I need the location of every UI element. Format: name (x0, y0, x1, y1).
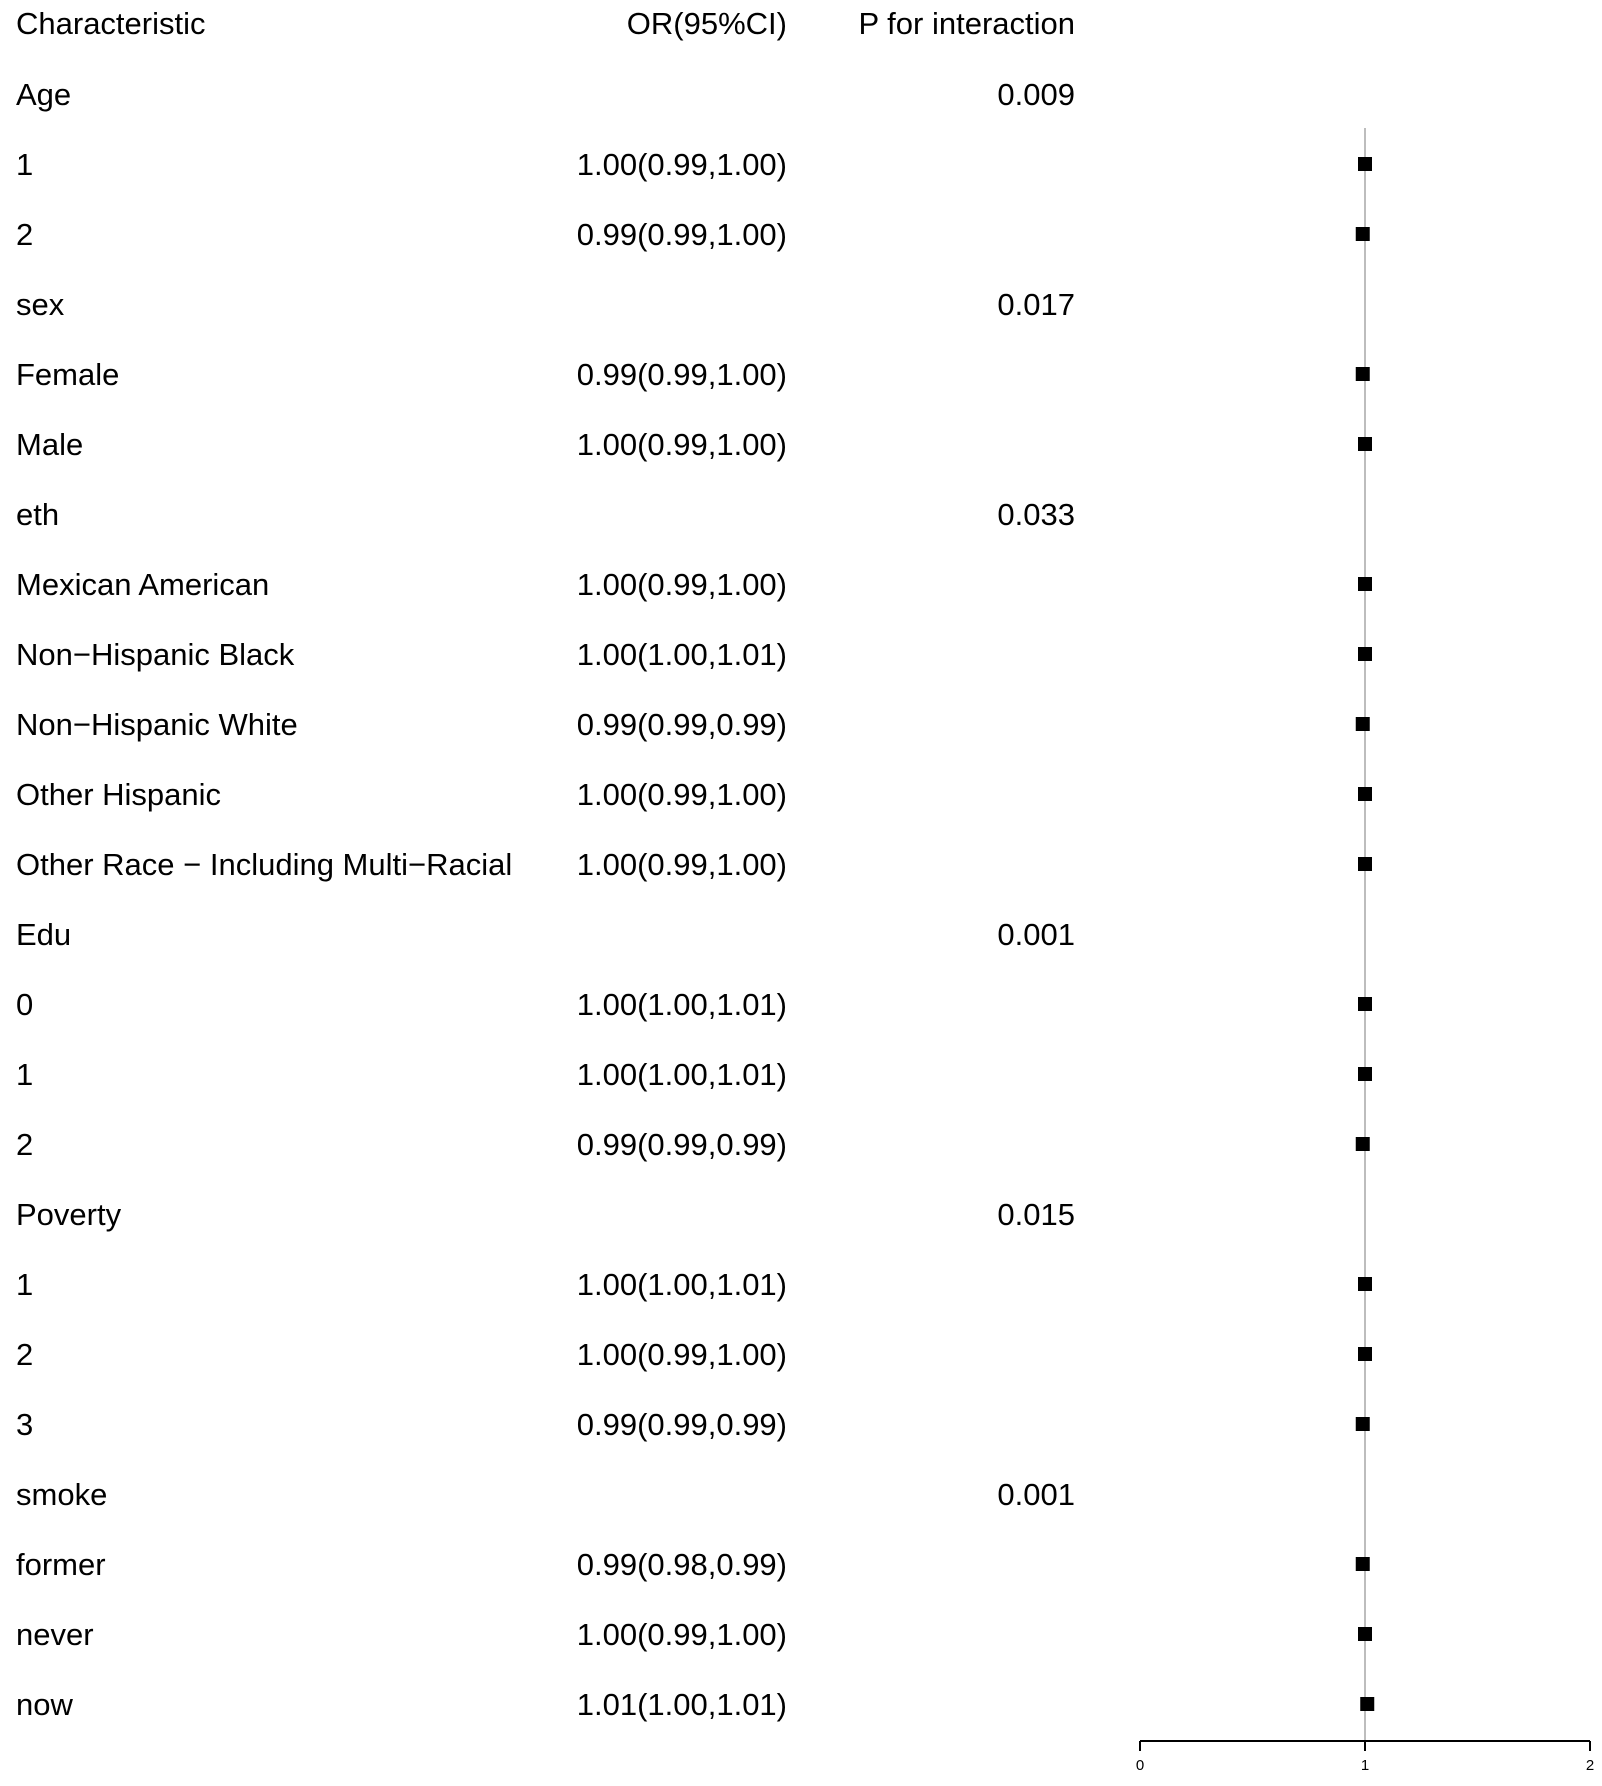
subgroup-label: Other Hispanic (16, 777, 222, 812)
header-p-interaction: P for interaction (858, 6, 1075, 41)
x-axis-tick-label: 1 (1360, 1757, 1370, 1774)
subgroup-label: Mexican American (16, 567, 270, 602)
subgroup-label: now (16, 1687, 73, 1722)
or-ci-value: 0.99(0.99,0.99) (576, 1127, 787, 1162)
group-label: Age (16, 77, 72, 112)
subgroup-label: 1 (16, 147, 34, 182)
group-label: Edu (16, 917, 72, 952)
or-ci-value: 0.99(0.99,1.00) (576, 217, 787, 252)
point-estimate-marker (1358, 997, 1372, 1011)
subgroup-label: Male (16, 427, 84, 462)
or-ci-value: 1.00(0.99,1.00) (576, 427, 787, 462)
or-ci-value: 0.99(0.99,1.00) (576, 357, 787, 392)
group-label: eth (16, 497, 60, 532)
or-ci-value: 1.00(1.00,1.01) (576, 987, 787, 1022)
p-interaction-value: 0.001 (997, 917, 1075, 952)
subgroup-label: 2 (16, 1337, 34, 1372)
or-ci-value: 1.00(1.00,1.01) (576, 1267, 787, 1302)
subgroup-label: 1 (16, 1057, 34, 1092)
or-ci-value: 0.99(0.99,0.99) (576, 1407, 787, 1442)
point-estimate-marker (1358, 647, 1372, 661)
or-ci-value: 1.01(1.00,1.01) (576, 1687, 787, 1722)
point-estimate-marker (1358, 157, 1372, 171)
p-interaction-value: 0.033 (997, 497, 1075, 532)
or-ci-value: 0.99(0.99,0.99) (576, 707, 787, 742)
point-estimate-marker (1356, 367, 1370, 381)
or-ci-value: 1.00(0.99,1.00) (576, 777, 787, 812)
point-estimate-marker (1356, 227, 1370, 241)
p-interaction-value: 0.017 (997, 287, 1075, 322)
point-estimate-marker (1356, 1417, 1370, 1431)
or-ci-value: 1.00(0.99,1.00) (576, 847, 787, 882)
subgroup-label: 2 (16, 217, 34, 252)
subgroup-label: 3 (16, 1407, 34, 1442)
x-axis-tick-label: 2 (1585, 1757, 1595, 1774)
point-estimate-marker (1358, 857, 1372, 871)
p-interaction-value: 0.009 (997, 77, 1075, 112)
header-or-ci: OR(95%CI) (626, 6, 787, 41)
subgroup-label: never (16, 1617, 94, 1652)
point-estimate-marker (1356, 1557, 1370, 1571)
point-estimate-marker (1358, 1277, 1372, 1291)
point-estimate-marker (1356, 1137, 1370, 1151)
subgroup-label: Non−Hispanic Black (16, 637, 295, 672)
subgroup-label: 0 (16, 987, 34, 1022)
p-interaction-value: 0.015 (997, 1197, 1075, 1232)
or-ci-value: 0.99(0.98,0.99) (576, 1547, 787, 1582)
subgroup-label: Other Race − Including Multi−Racial (16, 847, 513, 882)
group-label: sex (16, 287, 65, 322)
p-interaction-value: 0.001 (997, 1477, 1075, 1512)
group-label: Poverty (16, 1197, 122, 1232)
x-axis-tick-label: 0 (1135, 1757, 1145, 1774)
or-ci-value: 1.00(0.99,1.00) (576, 567, 787, 602)
point-estimate-marker (1358, 577, 1372, 591)
subgroup-label: Non−Hispanic White (16, 707, 298, 742)
point-estimate-marker (1358, 1067, 1372, 1081)
or-ci-value: 1.00(0.99,1.00) (576, 1617, 787, 1652)
point-estimate-marker (1358, 1627, 1372, 1641)
group-label: smoke (16, 1477, 108, 1512)
point-estimate-marker (1358, 437, 1372, 451)
or-ci-value: 1.00(1.00,1.01) (576, 1057, 787, 1092)
point-estimate-marker (1358, 787, 1372, 801)
subgroup-label: Female (16, 357, 120, 392)
subgroup-label: 2 (16, 1127, 34, 1162)
or-ci-value: 1.00(1.00,1.01) (576, 637, 787, 672)
or-ci-value: 1.00(0.99,1.00) (576, 147, 787, 182)
point-estimate-marker (1358, 1347, 1372, 1361)
point-estimate-marker (1360, 1697, 1374, 1711)
subgroup-label: former (16, 1547, 106, 1582)
or-ci-value: 1.00(0.99,1.00) (576, 1337, 787, 1372)
header-characteristic: Characteristic (16, 6, 206, 41)
subgroup-label: 1 (16, 1267, 34, 1302)
point-estimate-marker (1356, 717, 1370, 731)
